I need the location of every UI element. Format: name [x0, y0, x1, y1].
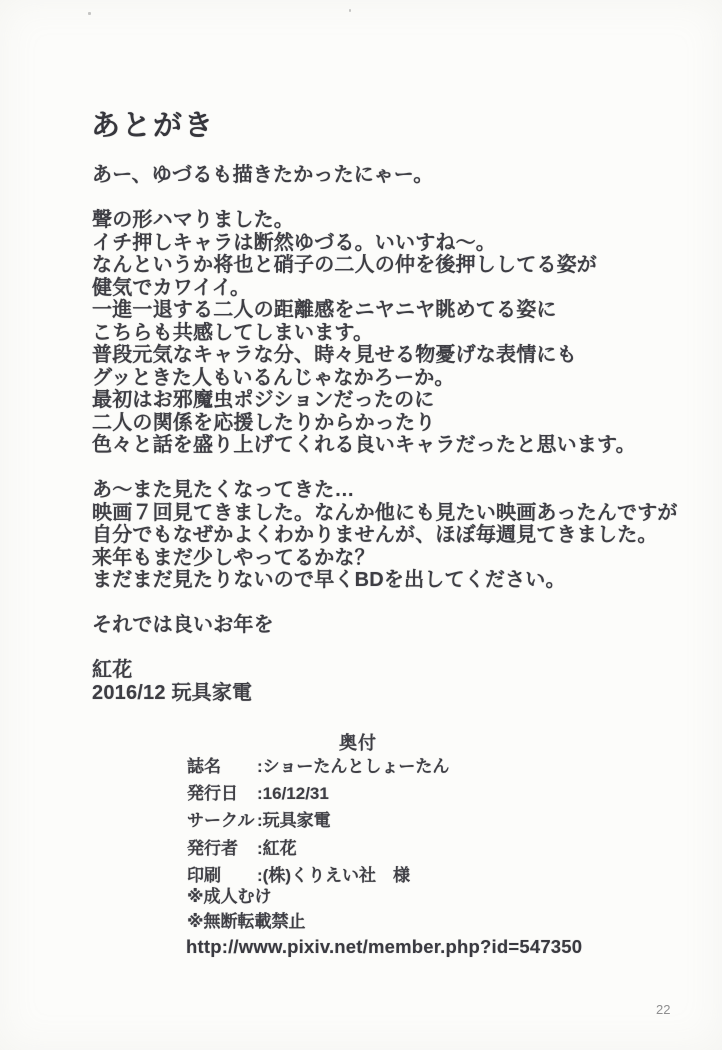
colophon-row-title: [187, 753, 449, 780]
colophon-value: :ショーたんとしょーたん: [257, 757, 450, 776]
colophon-row-publish-date: [187, 780, 449, 807]
afterword-line: こちらも共感してしまいます。: [92, 321, 374, 344]
afterword-line: グッときた人もいるんじゃなかろーか。: [92, 366, 455, 389]
colophon-label: 発行者: [187, 838, 238, 858]
afterword-line: 来年もまだ少しやってるかな？: [92, 546, 375, 569]
afterword-line: 二人の関係を応援したりからかったり: [92, 411, 436, 434]
colophon-label: サークル: [187, 811, 255, 831]
colophon-value: :16/12/31: [257, 784, 329, 804]
no-reproduction-note: ※無断転載禁止: [187, 912, 306, 931]
colophon-row-circle: [187, 807, 449, 834]
page-number: 22: [656, 1002, 671, 1017]
colophon-table: [187, 753, 449, 889]
pixiv-url-text: http://www.pixiv.net/member.php?id=547350: [186, 936, 583, 957]
afterword-line: [92, 637, 678, 660]
afterword-body: [92, 164, 678, 704]
colophon-label: 印刷: [187, 865, 221, 885]
afterword-title: あとがき: [91, 110, 216, 142]
colophon-value: :紅花: [257, 838, 297, 858]
afterword-line: [92, 457, 678, 480]
afterword-line: [92, 592, 678, 615]
afterword-line: それでは良いお年を: [92, 614, 274, 636]
afterword-line: あー、ゆづるも描きたかったにゃー。: [92, 164, 434, 186]
adult-content-note: ※成人むけ: [187, 887, 272, 906]
scan-dust-speck: [88, 12, 91, 15]
afterword-line: 聲の形ハマりました。: [92, 209, 294, 231]
afterword-line: 色々と話を盛り上げてくれる良いキャラだったと思います。: [92, 434, 636, 456]
scan-dust-speck: [349, 9, 351, 12]
afterword-line: 自分でもなぜかよくわかりませんが、ほぼ毎週見てきました。: [92, 524, 658, 546]
colophon-heading: 奥付: [339, 733, 377, 753]
afterword-line: あ～また見たくなってきた…: [92, 479, 355, 501]
colophon-row-publisher: [187, 835, 449, 862]
afterword-line: 一進一退する二人の距離感をニヤニヤ眺めてる姿に: [92, 299, 557, 321]
afterword-line: 健気でカワイイ。: [92, 276, 251, 299]
afterword-line-date-circle: 2016/12 玩具家電: [92, 681, 253, 704]
afterword-line: イチ押しキャラは断然ゆづる。いいすね～。: [92, 231, 496, 254]
colophon-value: :(株)くりえい社 様: [257, 865, 410, 885]
colophon-label: 発行日: [187, 784, 238, 804]
colophon-notes: [187, 884, 306, 934]
afterword-line: 普段元気なキャラな分、時々見せる物憂げな表情にも: [92, 344, 577, 366]
afterword-line: 最初はお邪魔虫ポジションだったのに: [92, 389, 435, 411]
colophon-value: :玩具家電: [257, 811, 331, 831]
colophon-label: 誌名: [187, 757, 221, 776]
afterword-line: [92, 187, 678, 210]
afterword-line-signature: 紅花: [92, 659, 133, 681]
afterword-line: まだまだ見たりないので早くBDを出してください。: [92, 569, 566, 591]
afterword-line: なんというか将也と硝子の二人の仲を後押ししてる姿が: [92, 254, 597, 276]
afterword-line: 映画７回見てきました。なんか他にも見たい映画あったんですが: [92, 501, 678, 524]
